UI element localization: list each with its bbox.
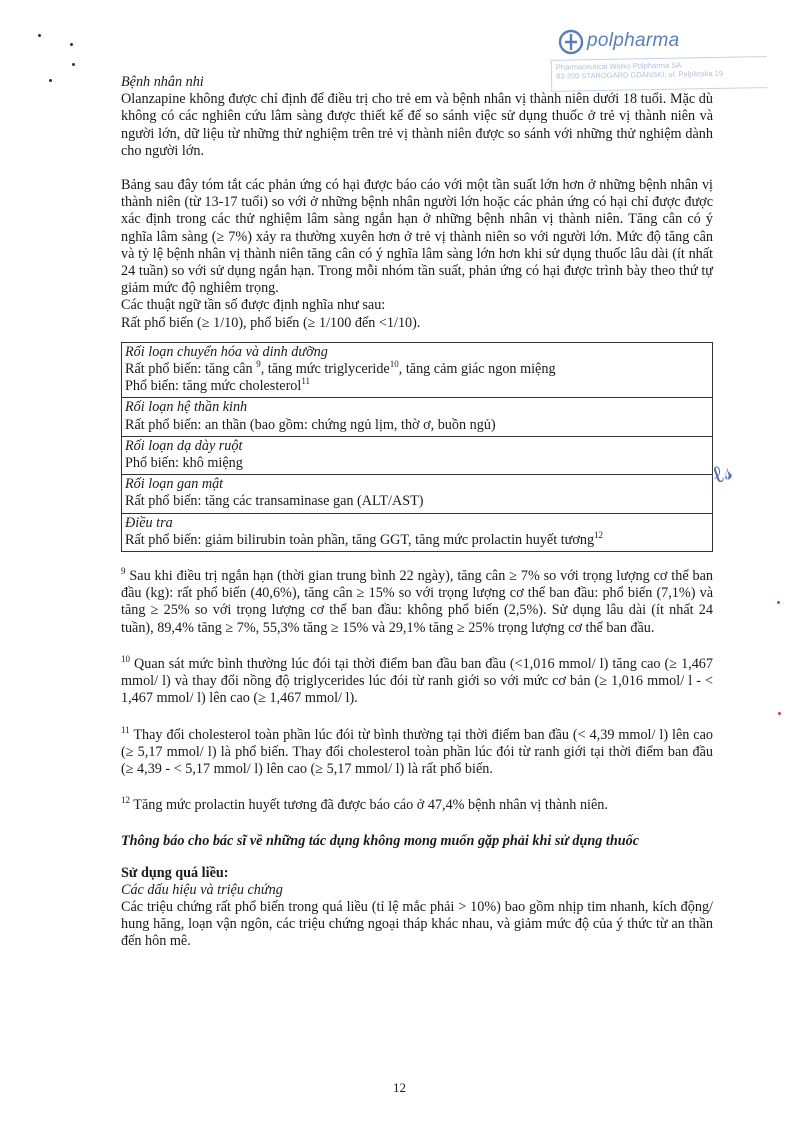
paragraph-frequency-definition: Các thuật ngữ tần số được định nghĩa như sau:	[121, 297, 386, 314]
table-row	[122, 436, 713, 474]
category-title: Rối loạn dạ dày ruột	[125, 437, 243, 454]
category-title: Điều tra	[125, 514, 173, 531]
footnote-9: $^9$ Sau khi điều trị ngắn hạn (thời gian trung bình 22 ngày), tăng cân ≥ 7% so với trọng lượng cơ thể ban đầu (kg): rất phổ biến (40,6%), tăng cân ≥ 15% so với trọng lượng cơ thể ban đầu: phổ biến (7,1%) và tăng ≥ 25% so với trọng lượng cơ thể ban đầu: không phổ biến (2,5%). Sử dụng lâu dài (ít nhất 24 tuần), 89,4% tăng ≥ 7%, 55,3% tăng ≥ 15% và 29,1% tăng ≥ 25% trọng lượng cơ thể ban đầu.	[121, 566, 713, 636]
table-cell-nervous-system	[122, 398, 713, 436]
scan-mark	[777, 601, 780, 604]
logo-mark-icon	[557, 28, 585, 56]
reaction-line: Rất phổ biến: giảm bilirubin toàn phần, tăng GGT, tăng mức prolactin huyết tương$^{12}$	[125, 529, 604, 548]
paragraph-pediatric-intro: Olanzapine không được chỉ định để điều trị cho trẻ em và bệnh nhân vị thành niên dưới 18 tuổi. Mặc dù không có các nghiên cứu lâm sàng được thiết kế để so sánh việc sử dụng thuốc ở trẻ vị thành niên và người lớn, dữ liệu từ những thử nghiệm trên trẻ vị thành niên được so sánh với những thử nghiệm dành cho người lớn.	[121, 91, 713, 159]
overdose-text: Các triệu chứng rất phổ biến trong quá liều (tỉ lệ mắc phải > 10%) bao gồm nhịp tim nhanh, kích động/ hung hăng, loạn vận ngôn, các triệu chứng ngoại tháp khác nhau, và giảm mức độ của ý thức từ an thần đến hôn mê.	[121, 898, 713, 950]
table-row	[122, 475, 713, 513]
footnote-12: $^{12}$ Tăng mức prolactin huyết tương đã được báo cáo ở 47,4% bệnh nhân vị thành niên.	[121, 795, 608, 814]
category-title: Rối loạn hệ thần kinh	[125, 399, 248, 416]
overdose-subtitle: Các dấu hiệu và triệu chứng	[121, 881, 283, 898]
table-cell-hepatobiliary	[122, 475, 713, 513]
scan-mark	[778, 712, 781, 715]
table-cell-investigations	[122, 513, 713, 551]
reaction-line: Rất phổ biến: tăng cân $^9$, tăng mức triglyceride$^{10}$, tăng cảm giác ngon miệng	[125, 359, 556, 378]
footnote-10: $^{10}$ Quan sát mức bình thường lúc đói tại thời điểm ban đầu ban đầu (<1,016 mmol/ l) tăng cao (≥ 1,467 mmol/ l) và thay đổi nồng độ triglycerides lúc đói từ ranh giới so với mức cơ bản (≥ 1,016 mmol/ l - < 1,467 mmol/ l) lên cao (≥ 1,467 mmol/ l).	[121, 653, 713, 707]
adverse-reactions-table	[121, 342, 713, 552]
page-content	[121, 74, 713, 951]
paragraph-frequency-values: Rất phổ biến (≥ 1/10), phổ biến (≥ 1/100 đến <1/10).	[121, 314, 421, 331]
reaction-line: Rất phổ biến: an thần (bao gồm: chứng ngủ lịm, thờ ơ, buồn ngủ)	[125, 416, 496, 433]
handwritten-initials: ℓ𝓈	[707, 456, 737, 490]
section-title-pediatric: Bệnh nhân nhi	[121, 74, 204, 90]
reaction-line: Phổ biến: khô miệng	[125, 455, 243, 472]
overdose-title: Sử dụng quá liều:	[121, 864, 229, 881]
category-title: Rối loạn gan mật	[125, 476, 224, 493]
footnote-11: $^{11}$ Thay đổi cholesterol toàn phần lúc đói từ bình thường tại thời điểm ban đầu (< 4,39 mmol/ l) lên cao (≥ 5,17 mmol/ l) là phổ biến. Thay đổi cholesterol toàn phần lúc đói từ ranh giới tại thời điểm ban đầu (≥ 4,39 - < 5,17 mmol/ l) lên cao (≥ 5,17 mmol/ l) là rất phổ biến.	[121, 724, 713, 777]
reaction-line: Rất phổ biến: tăng các transaminase gan (ALT/AST)	[125, 493, 424, 510]
table-row	[122, 342, 713, 398]
paragraph-adverse-summary: Bảng sau đây tóm tắt các phản ứng có hại được báo cáo với một tần suất lớn hơn ở những bệnh nhân vị thành niên (từ 13-17 tuổi) so với ở những bệnh nhân người lớn hoặc các phản ứng có hại chỉ được được xác định trong các thử nghiệm lâm sàng ngắn hạn ở những bệnh nhân vị thành niên. Tăng cân có ý nghĩa lâm sàng (≥ 7%) xảy ra thường xuyên hơn ở trẻ vị thành niên so với người lớn. Mức độ tăng cân và tỷ lệ bệnh nhân vị thành niên tăng cân có ý nghĩa lâm sàng lớn hơn khi sử dụng thuốc lâu dài (ít nhất 24 tuần) so với sử dụng ngắn hạn. Trong mỗi nhóm tần suất, phản ứng có hại được trình bày theo thứ tự giảm mức độ nghiêm trọng.	[121, 177, 713, 297]
table-row	[122, 513, 713, 551]
table-row	[122, 398, 713, 436]
stamp-line-1: Pharmaceutical Works Polpharma SA	[555, 60, 682, 72]
table-cell-gastrointestinal	[122, 436, 713, 474]
reaction-line: Phổ biến: tăng mức cholesterol$^{11}$	[125, 376, 310, 395]
stamp-line-2: 83-200 STAROGARD GDANSKI, ul. Pelplinska 19	[555, 68, 724, 81]
physician-notice: Thông báo cho bác sĩ về những tác dụng không mong muốn gặp phải khi sử dụng thuốc	[121, 833, 640, 850]
logo-text: polpharma	[587, 30, 680, 51]
table-cell-metabolism	[122, 342, 713, 398]
page-number: 12	[393, 1080, 406, 1095]
category-title: Rối loạn chuyển hóa và dinh dưỡng	[125, 343, 328, 360]
